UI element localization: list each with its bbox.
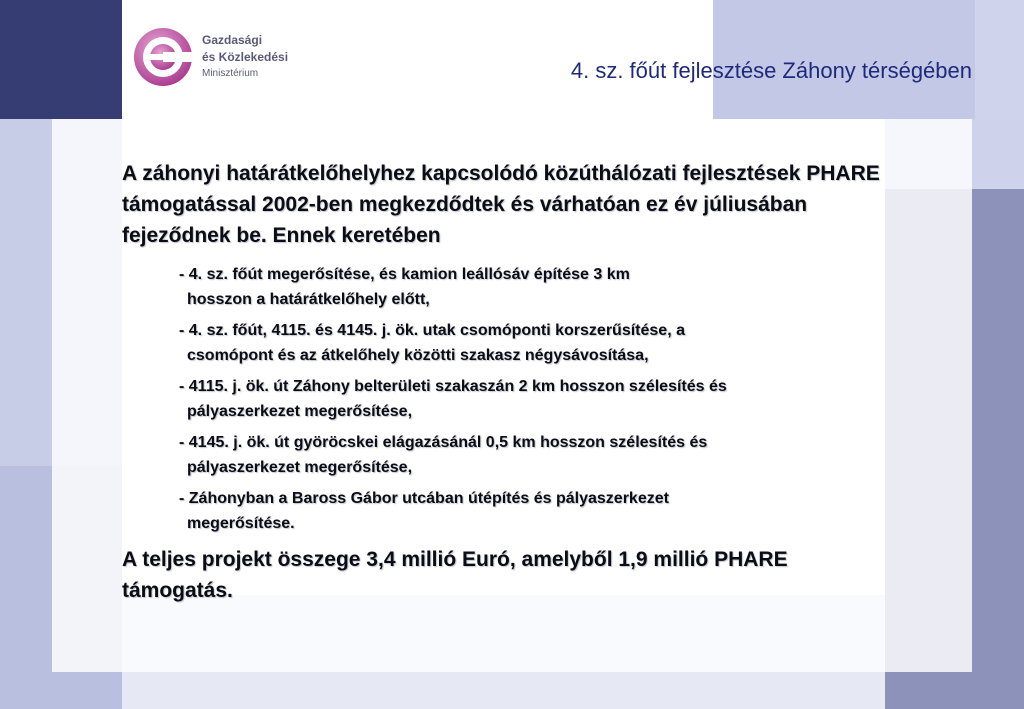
list-item-line1: - 4145. j. ök. út györöcskei elágazásánál 0,5 km hosszon szélesítés és	[179, 434, 708, 451]
top-right-edge-block	[975, 0, 1024, 119]
list-item	[179, 318, 919, 368]
ministry-logo	[132, 26, 307, 90]
list-item-line1: - 4115. j. ök. út Záhony belterületi szakaszán 2 km hosszon szélesítés és	[179, 378, 727, 395]
list-item-line2: megerősítése.	[187, 515, 295, 532]
list-item	[179, 486, 919, 536]
slide-title: 4. sz. főút fejlesztése Záhony térségében	[570, 58, 972, 83]
list-item-line2: csomópont és az átkelőhely közötti szakasz négysávosítása,	[187, 347, 649, 364]
list-item-line2: pályaszerkezet megerősítése,	[187, 403, 413, 420]
logo-text-line3: Minisztérium	[202, 68, 259, 79]
intro-paragraph: A záhonyi határátkelőhelyhez kapcsolódó közúthálózati fejlesztések PHARE támogatással 2002-ben megkezdődtek és várhatóan ez év júliusában fejeződnek be. Ennek keretében	[122, 162, 880, 247]
list-item-line2: hosszon a határátkelőhely előtt,	[187, 291, 430, 308]
navy-corner-block	[0, 0, 122, 119]
list-item-line1: - Záhonyban a Baross Gábor utcában útépítés és pályaszerkezet	[179, 490, 669, 507]
list-item	[179, 374, 919, 424]
list-item	[179, 430, 919, 480]
ministry-logo-icon	[132, 26, 194, 88]
bottom-strip	[122, 672, 885, 709]
list-item	[179, 262, 919, 312]
list-item-line2: pályaszerkezet megerősítése,	[187, 459, 413, 476]
project-list	[179, 262, 919, 542]
logo-text-line1: Gazdasági	[202, 33, 263, 47]
logo-text-line2: és Közlekedési	[202, 50, 289, 64]
list-item-line1: - 4. sz. főút, 4115. és 4145. j. ök. utak csomóponti korszerűsítése, a	[179, 322, 685, 339]
closing-paragraph: A teljes projekt összege 3,4 millió Euró, amelyből 1,9 millió PHARE támogatás.	[122, 548, 788, 602]
list-item-line1: - 4. sz. főút megerősítése, és kamion leállósáv építése 3 km	[179, 266, 630, 283]
